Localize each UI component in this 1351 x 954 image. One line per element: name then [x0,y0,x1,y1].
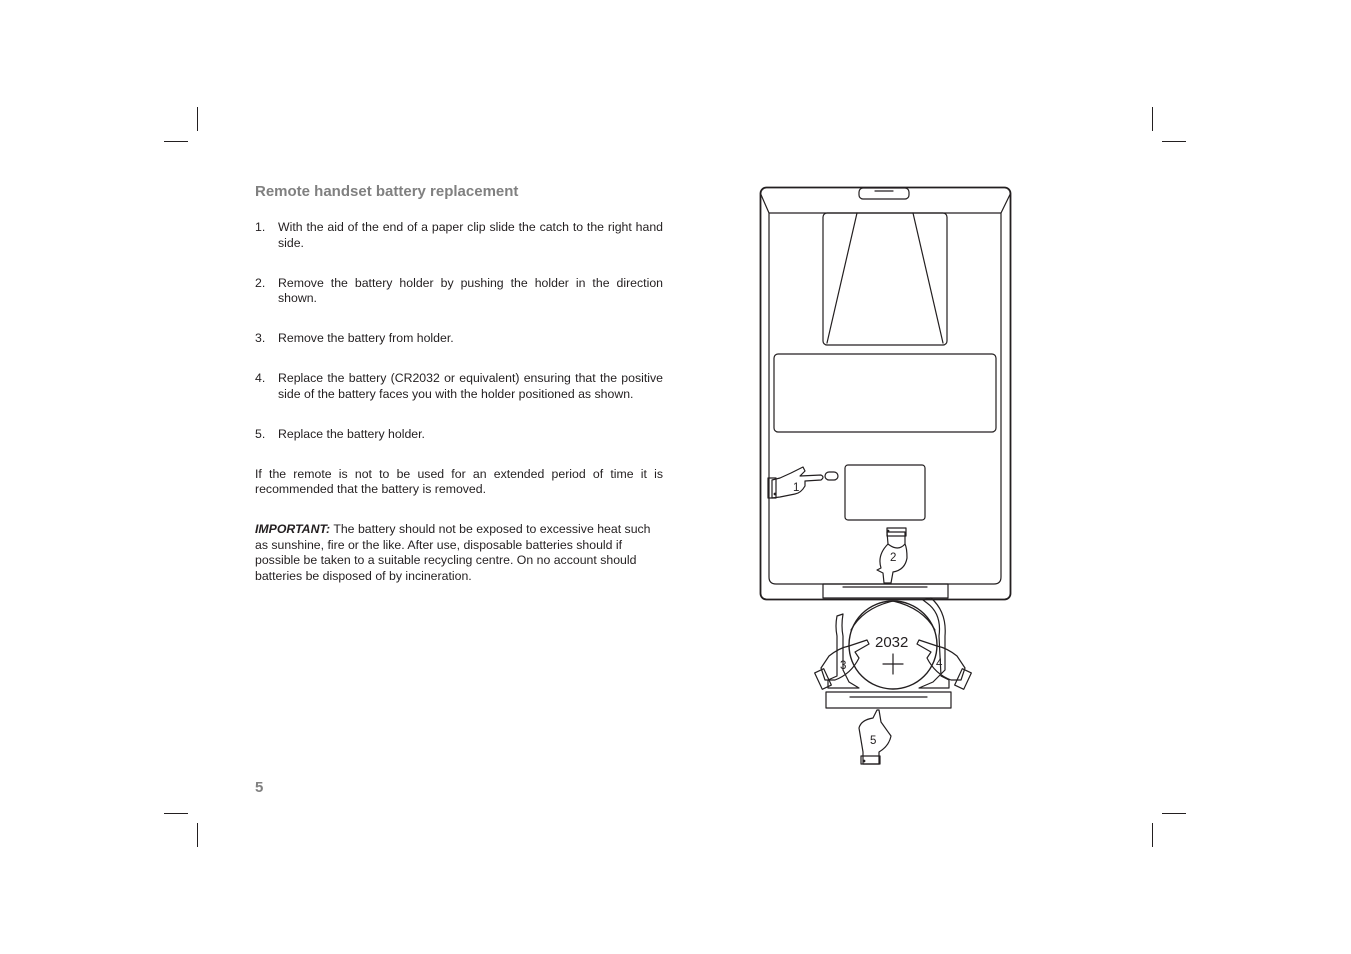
step-number: 2. [255,275,266,290]
step-text: Replace the battery holder. [278,426,425,441]
extended-use-note: If the remote is not to be used for an extended period of time it is recommended that the battery is removed. [255,466,663,496]
holder-right-clip [919,598,949,688]
remote-top-notch [859,188,909,199]
callout-label: 1 [793,482,800,494]
list-item [255,427,663,443]
crop-mark [197,107,198,131]
crop-mark [164,813,188,814]
important-warning [255,522,663,584]
callout-label: 2 [890,552,897,564]
remote-inner-frame [761,194,1011,585]
important-text: The battery should not be exposed to excessive heat such as sunshine, fire or the like. After use, disposable batteries should if possible be taken to a suitable recycling centre. On no account should batteries be disposed of by incineration. [255,522,651,583]
callout-label: 3 [840,660,847,672]
list-item [255,276,663,307]
crop-mark [197,823,198,847]
crop-mark [1152,107,1153,131]
crop-mark [164,141,188,142]
important-label: IMPORTANT: [255,522,331,536]
callout-label: 4 [936,658,943,670]
catch-panel [845,465,925,520]
coin-battery-edge [851,601,935,630]
hand-pointer-icon [917,640,971,689]
text-column [255,183,663,584]
list-item [255,220,663,251]
page-number: 5 [255,779,264,796]
crop-mark [1162,813,1186,814]
crop-mark [1162,141,1186,142]
list-item [255,371,663,402]
battery-label: 2032 [875,634,909,651]
crop-mark [1152,823,1153,847]
section-heading: Remote handset battery replacement [255,183,519,200]
remote-body [761,188,1011,600]
step-text: Remove the battery from holder. [278,331,454,345]
holder-bar [826,692,951,708]
callout-label: 5 [870,735,877,747]
list-item [255,331,663,347]
catch-slider [825,472,838,480]
step-text: Remove the battery holder by pushing the holder in the direction shown. [278,275,663,305]
battery-slot [823,584,948,598]
step-text: With the aid of the end of a paper clip slide the catch to the right hand side. [278,220,663,250]
cover-middle-panel [774,354,996,432]
step-number: 4. [255,371,266,385]
cover-upper-line [913,213,943,343]
step-number: 1. [255,220,266,234]
instruction-list [255,220,663,442]
battery-replacement-diagram [755,180,1015,780]
step-text: Replace the battery (CR2032 or equivalent) ensuring that the positive side of the battery faces you with the holder positioned as shown. [278,371,663,401]
battery-holder [826,598,951,708]
step-number: 3. [255,331,266,345]
step-number: 5. [255,426,266,441]
cover-upper-line [827,213,857,343]
